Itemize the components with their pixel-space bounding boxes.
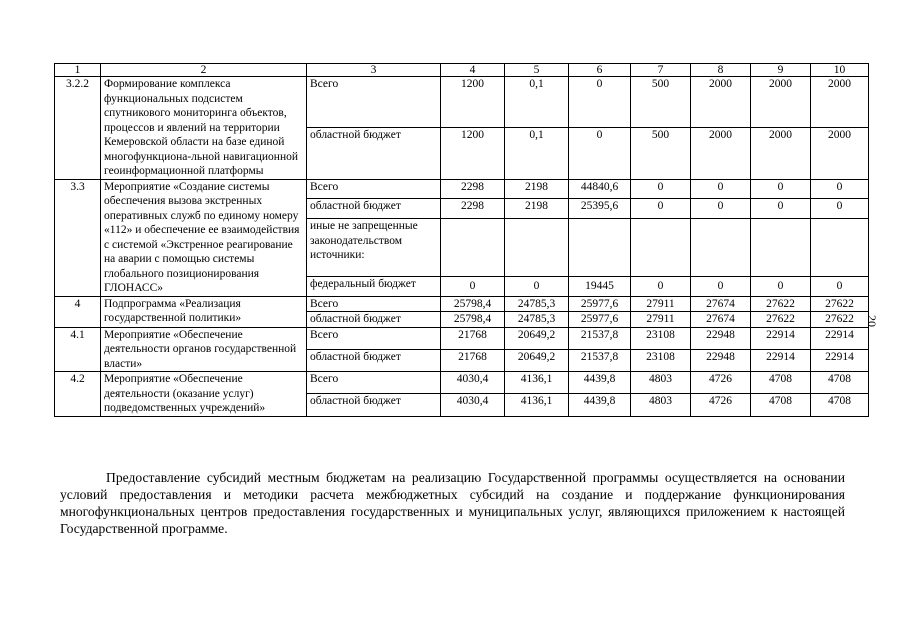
row-number: 4.1 xyxy=(55,327,101,372)
row-number: 3.2.2 xyxy=(55,77,101,180)
amount-cell: 0 xyxy=(631,276,691,296)
amount-cell: 0 xyxy=(631,179,691,199)
funding-source: областной бюджет xyxy=(307,349,441,371)
amount-cell: 22948 xyxy=(691,327,751,349)
amount-cell: 25977,6 xyxy=(569,296,631,312)
amount-cell: 20649,2 xyxy=(505,327,569,349)
funding-source: Всего xyxy=(307,372,441,394)
amount-cell: 27911 xyxy=(631,296,691,312)
amount-cell: 0 xyxy=(751,199,811,219)
table-row xyxy=(55,372,869,394)
amount-cell xyxy=(569,219,631,276)
table-header-row xyxy=(55,64,869,77)
amount-cell: 0 xyxy=(751,276,811,296)
measure-title: Мероприятие «Обеспечение деятельности (оказание услуг) подведомственных учреждений» xyxy=(101,372,307,417)
amount-cell: 4708 xyxy=(751,394,811,416)
funding-source: федеральный бюджет xyxy=(307,276,441,296)
column-number-3: 3 xyxy=(307,64,441,77)
amount-cell: 21768 xyxy=(441,327,505,349)
amount-cell: 2198 xyxy=(505,199,569,219)
amount-cell: 0,1 xyxy=(505,128,569,179)
amount-cell: 2000 xyxy=(691,128,751,179)
amount-cell: 22914 xyxy=(811,349,869,371)
amount-cell xyxy=(751,219,811,276)
table-row xyxy=(55,77,869,128)
funding-source: иные не запрещенные законодательством источники: xyxy=(307,219,441,276)
amount-cell: 2000 xyxy=(811,128,869,179)
amount-cell: 0 xyxy=(569,128,631,179)
funding-source: областной бюджет xyxy=(307,128,441,179)
amount-cell: 25798,4 xyxy=(441,312,505,328)
column-number-2: 2 xyxy=(101,64,307,77)
amount-cell: 2298 xyxy=(441,199,505,219)
amount-cell: 0 xyxy=(691,199,751,219)
amount-cell: 500 xyxy=(631,77,691,128)
amount-cell: 2000 xyxy=(691,77,751,128)
row-number: 4 xyxy=(55,296,101,327)
amount-cell: 25977,6 xyxy=(569,312,631,328)
amount-cell: 25395,6 xyxy=(569,199,631,219)
amount-cell: 0 xyxy=(751,179,811,199)
amount-cell: 21768 xyxy=(441,349,505,371)
funding-source: областной бюджет xyxy=(307,312,441,328)
amount-cell xyxy=(441,219,505,276)
amount-cell: 0 xyxy=(631,199,691,219)
amount-cell: 4439,8 xyxy=(569,394,631,416)
amount-cell: 22914 xyxy=(751,349,811,371)
note-paragraph: Предоставление субсидий местным бюджетам на реализацию Государственной программы осуществляется на основании условий предоставления и методики расчета межбюджетных субсидий на создание и поддержание функционирования многофункциональных центров предоставления государственных и муниципальных услуг, являющихся приложением к настоящей Государственной программе. xyxy=(60,470,845,536)
table-row xyxy=(55,296,869,312)
measure-title: Формирование комплекса функциональных подсистем спутникового мониторинга объектов, процессов и явлений на территории Кемеровской области на базе единой многофункциона-льной навигационной геоинформационной платформы xyxy=(101,77,307,180)
amount-cell xyxy=(811,219,869,276)
amount-cell: 2198 xyxy=(505,179,569,199)
amount-cell: 27674 xyxy=(691,312,751,328)
amount-cell: 0 xyxy=(505,276,569,296)
measure-title: Мероприятие «Обеспечение деятельности органов государственной власти» xyxy=(101,327,307,372)
amount-cell: 24785,3 xyxy=(505,296,569,312)
funding-source: Всего xyxy=(307,296,441,312)
amount-cell: 4030,4 xyxy=(441,372,505,394)
amount-cell: 24785,3 xyxy=(505,312,569,328)
amount-cell: 23108 xyxy=(631,327,691,349)
amount-cell: 27622 xyxy=(811,296,869,312)
amount-cell: 4726 xyxy=(691,372,751,394)
amount-cell: 1200 xyxy=(441,77,505,128)
measure-title: Подпрограмма «Реализация государственной политики» xyxy=(101,296,307,327)
column-number-9: 9 xyxy=(751,64,811,77)
amount-cell: 27911 xyxy=(631,312,691,328)
amount-cell: 20649,2 xyxy=(505,349,569,371)
measure-title: Мероприятие «Создание системы обеспечения вызова экстренных оперативных служб по единому номеру «112» и обеспечение ее взаимодействия с системой «Экстренное реагирование на аварии с помощью системы глобального позиционирования ГЛОНАСС» xyxy=(101,179,307,296)
amount-cell: 4708 xyxy=(811,394,869,416)
amount-cell: 2000 xyxy=(751,128,811,179)
amount-cell: 22914 xyxy=(811,327,869,349)
funding-source: областной бюджет xyxy=(307,394,441,416)
amount-cell: 2298 xyxy=(441,179,505,199)
amount-cell: 4030,4 xyxy=(441,394,505,416)
amount-cell: 0 xyxy=(441,276,505,296)
amount-cell: 27622 xyxy=(811,312,869,328)
column-number-5: 5 xyxy=(505,64,569,77)
amount-cell xyxy=(505,219,569,276)
amount-cell: 0 xyxy=(569,77,631,128)
column-number-10: 10 xyxy=(811,64,869,77)
funding-source: областной бюджет xyxy=(307,199,441,219)
column-number-6: 6 xyxy=(569,64,631,77)
amount-cell: 4439,8 xyxy=(569,372,631,394)
amount-cell xyxy=(691,219,751,276)
page-number: 20 xyxy=(865,315,879,327)
amount-cell: 23108 xyxy=(631,349,691,371)
row-number: 4.2 xyxy=(55,372,101,417)
table-row xyxy=(55,327,869,349)
funding-source: Всего xyxy=(307,77,441,128)
amount-cell: 19445 xyxy=(569,276,631,296)
amount-cell: 27622 xyxy=(751,296,811,312)
amount-cell: 4726 xyxy=(691,394,751,416)
column-number-4: 4 xyxy=(441,64,505,77)
amount-cell: 4708 xyxy=(811,372,869,394)
amount-cell: 0 xyxy=(691,179,751,199)
amount-cell: 2000 xyxy=(751,77,811,128)
amount-cell: 27622 xyxy=(751,312,811,328)
amount-cell: 4803 xyxy=(631,394,691,416)
amount-cell: 0 xyxy=(811,199,869,219)
amount-cell: 0,1 xyxy=(505,77,569,128)
amount-cell: 1200 xyxy=(441,128,505,179)
amount-cell: 25798,4 xyxy=(441,296,505,312)
amount-cell: 21537,8 xyxy=(569,327,631,349)
amount-cell: 0 xyxy=(691,276,751,296)
column-number-7: 7 xyxy=(631,64,691,77)
amount-cell: 4803 xyxy=(631,372,691,394)
amount-cell: 44840,6 xyxy=(569,179,631,199)
amount-cell: 0 xyxy=(811,179,869,199)
amount-cell: 0 xyxy=(811,276,869,296)
amount-cell: 4708 xyxy=(751,372,811,394)
budget-table xyxy=(54,63,869,417)
amount-cell: 500 xyxy=(631,128,691,179)
amount-cell: 22914 xyxy=(751,327,811,349)
funding-source: Всего xyxy=(307,179,441,199)
row-number: 3.3 xyxy=(55,179,101,296)
amount-cell xyxy=(631,219,691,276)
column-number-8: 8 xyxy=(691,64,751,77)
amount-cell: 4136,1 xyxy=(505,372,569,394)
amount-cell: 2000 xyxy=(811,77,869,128)
amount-cell: 22948 xyxy=(691,349,751,371)
table-row xyxy=(55,179,869,199)
column-number-1: 1 xyxy=(55,64,101,77)
amount-cell: 21537,8 xyxy=(569,349,631,371)
funding-source: Всего xyxy=(307,327,441,349)
amount-cell: 4136,1 xyxy=(505,394,569,416)
amount-cell: 27674 xyxy=(691,296,751,312)
